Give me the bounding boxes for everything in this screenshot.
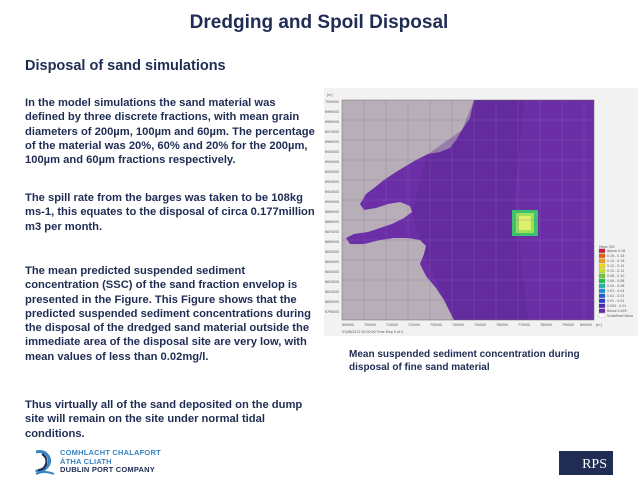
paragraph-conclusion: Thus virtually all of the sand deposited on the dump site will remain on the site under normal tidal conditions. — [25, 399, 303, 440]
legend-swatch — [599, 254, 605, 258]
time-step-footer: 01/08/2011 00:00:00 Time Step 0 of 0. — [342, 330, 404, 334]
legend-label: 0.08 - 0.10 — [607, 274, 625, 278]
legend-label: 0.16 - 0.18 — [607, 254, 625, 258]
y-tick: 6860000 — [325, 240, 340, 244]
legend-label: 0.02 - 0.03 — [607, 294, 625, 298]
x-tick: 750000 — [474, 323, 487, 327]
legend-swatch — [599, 299, 605, 303]
slide-title: Dredging and Spoil Disposal — [189, 12, 449, 33]
legend-label: Above 0.18 — [607, 249, 626, 253]
figure-caption: Mean suspended sediment concentration during disposal of fine sand material — [349, 349, 580, 373]
y-tick: 6940000 — [325, 160, 340, 164]
y-tick: 6950000 — [325, 150, 340, 154]
legend-swatch — [599, 304, 605, 308]
x-tick: 740000 — [452, 323, 465, 327]
legend-swatch — [599, 289, 605, 293]
y-tick: 6830000 — [325, 270, 340, 274]
x-tick: 720000 — [408, 323, 421, 327]
x-tick: 780000 — [540, 323, 553, 327]
y-tick: 6900000 — [325, 200, 340, 204]
legend-title: Mean SSC — [599, 245, 615, 249]
dublin-port-logo-text — [60, 449, 161, 475]
legend-label: Below 0.005 — [607, 309, 627, 313]
plume-core — [519, 216, 531, 230]
logo-line: DUBLIN PORT COMPANY — [60, 465, 155, 474]
y-tick: 6930000 — [325, 170, 340, 174]
x-tick: 710000 — [386, 323, 399, 327]
legend-swatch — [599, 269, 605, 273]
x-tick: 790000 — [562, 323, 575, 327]
y-tick: 6850000 — [325, 250, 340, 254]
y-tick: 6960000 — [325, 140, 340, 144]
legend-swatch — [599, 264, 605, 268]
logo-line: COMHLACHT CHALAFORT — [60, 448, 161, 457]
paragraph-spill-rate: The spill rate from the barges was taken to be 108kg ms-1, this equates to the disposal of circa 0.177million m3 per month. — [25, 192, 315, 233]
y-tick: 6810000 — [325, 290, 340, 294]
y-tick: 6840000 — [325, 260, 340, 264]
x-tick: 730000 — [430, 323, 443, 327]
legend-label: 0.14 - 0.16 — [607, 259, 625, 263]
legend-swatch — [599, 309, 605, 313]
legend-label: Undefined Value — [607, 314, 634, 318]
x-unit-label: [m] — [596, 323, 602, 327]
legend-swatch — [599, 249, 605, 253]
legend-label: 0.06 - 0.08 — [607, 279, 625, 283]
legend-swatch — [599, 294, 605, 298]
rps-logo — [559, 451, 613, 475]
y-tick: 7000000 — [325, 100, 340, 104]
legend-label: 0.10 - 0.12 — [607, 269, 625, 273]
x-tick: 800000 — [580, 323, 593, 327]
paragraph-ssc-results: The mean predicted suspended sediment concentration (SSC) of the sand fraction envelop is presented in the Figure. This Figure shows that the predicted suspended sediment concentrations during the disposal of the dredged sand material outside the immediate area of the disposal site are very low, with mean values of less than 0.02mg/l. — [25, 265, 311, 363]
legend-swatch — [599, 284, 605, 288]
y-tick: 6790000 — [325, 310, 340, 314]
y-tick: 6970000 — [325, 130, 340, 134]
y-tick: 6870000 — [325, 230, 340, 234]
logo-line: ÁTHA CLIATH — [60, 456, 112, 466]
legend-label: 0.04 - 0.06 — [607, 284, 625, 288]
legend-swatch — [599, 314, 605, 318]
y-tick: 6890000 — [325, 210, 340, 214]
x-tick: 700000 — [364, 323, 377, 327]
y-tick: 6800000 — [325, 300, 340, 304]
legend-swatch — [599, 274, 605, 278]
x-tick: 760000 — [496, 323, 509, 327]
y-tick: 6980000 — [325, 120, 340, 124]
ssc-map-figure — [324, 88, 638, 336]
y-tick: 6990000 — [325, 110, 340, 114]
legend-label: 0.005 - 0.01 — [607, 304, 627, 308]
legend-swatch — [599, 259, 605, 263]
x-tick: 770000 — [518, 323, 531, 327]
y-tick: 6910000 — [325, 190, 340, 194]
legend-label: 0.03 - 0.04 — [607, 289, 625, 293]
y-tick: 6920000 — [325, 180, 340, 184]
legend-label: 0.01 - 0.02 — [607, 299, 625, 303]
y-unit-label: [m] — [327, 93, 333, 97]
x-tick: 690000 — [342, 323, 355, 327]
y-tick: 6880000 — [325, 220, 340, 224]
rps-logo-text: RPS — [582, 457, 607, 472]
y-tick: 6820000 — [325, 280, 340, 284]
legend-swatch — [599, 279, 605, 283]
section-subtitle: Disposal of sand simulations — [25, 58, 226, 74]
legend-label: 0.12 - 0.14 — [607, 264, 625, 268]
paragraph-sand-fractions: In the model simulations the sand material was defined by three discrete fractions, with mean grain diameters of 200µm, 100µm and 60µm. The percentage of the material was 20%, 60% and 20% for the 200µm, 100µm and 60µm fractions respectively. — [25, 97, 315, 167]
